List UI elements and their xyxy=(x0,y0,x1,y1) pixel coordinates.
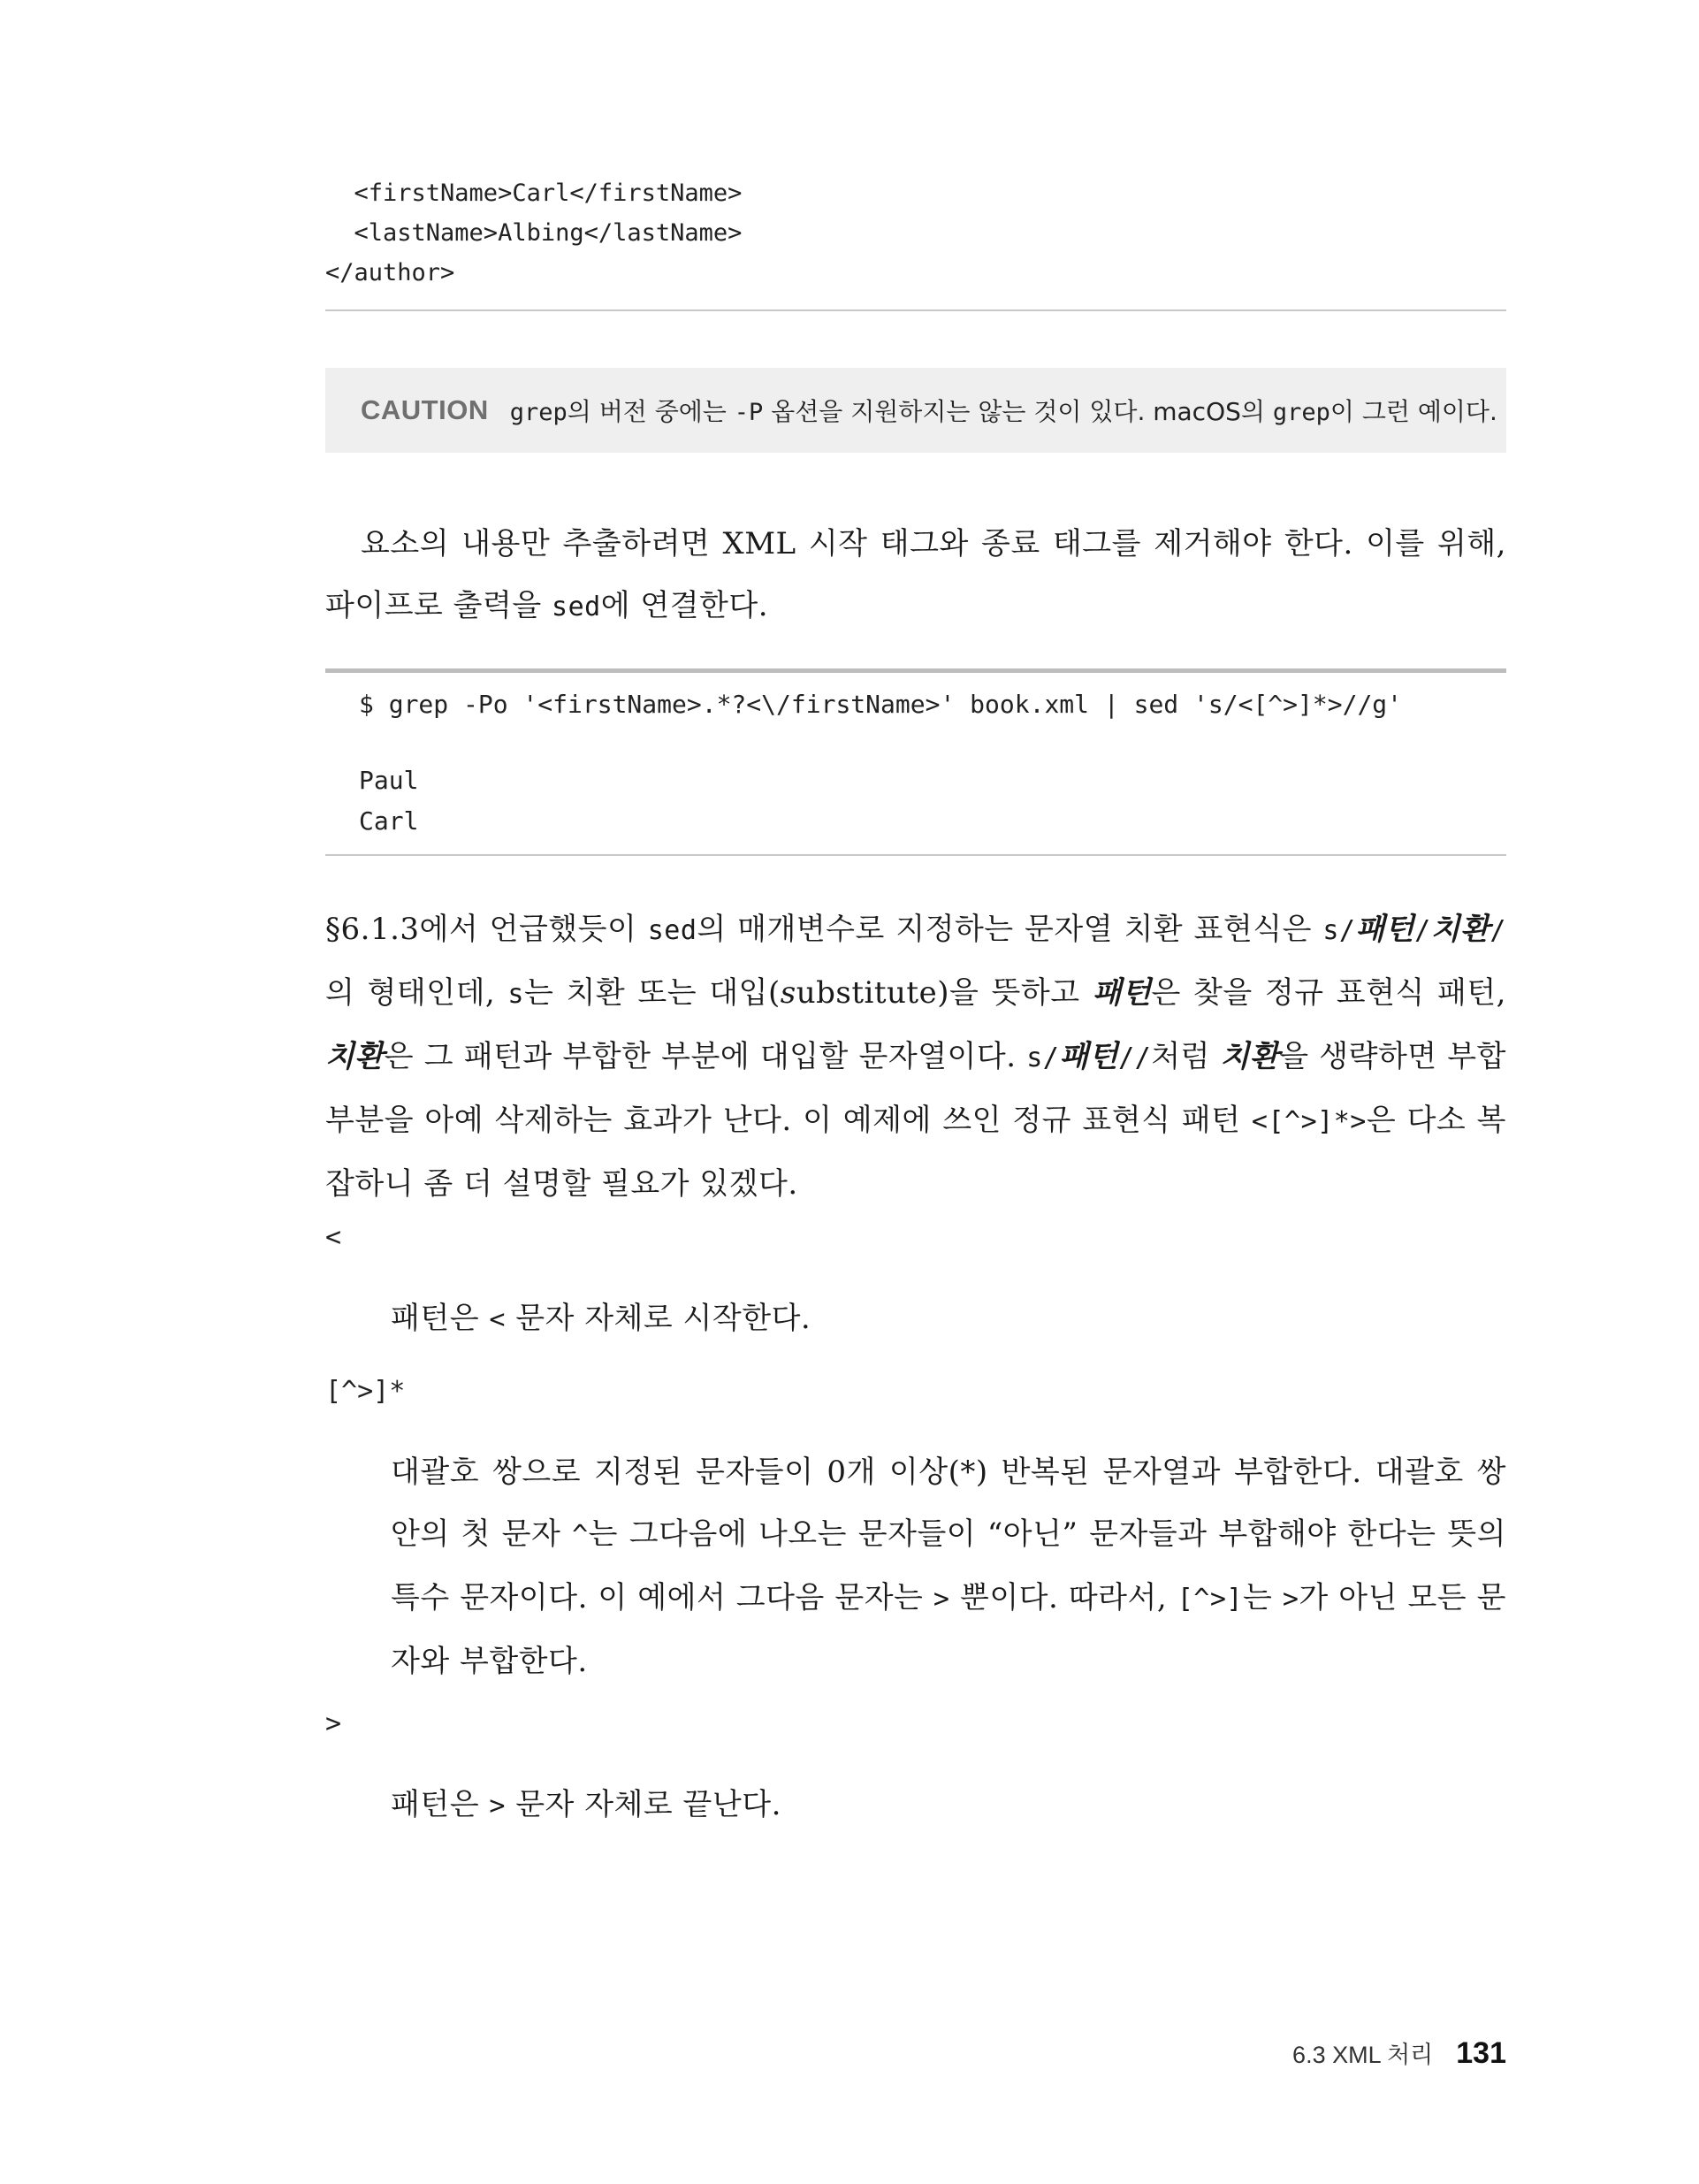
inline-code: > xyxy=(1282,1584,1299,1615)
code-block xyxy=(359,684,1499,842)
paragraph-sed-explanation xyxy=(325,898,1506,1215)
caution-text-part: 이 그런 예이다. xyxy=(1329,397,1497,426)
text-run: 문자 자체로 끝난다. xyxy=(505,1787,781,1822)
inline-code: sed xyxy=(552,592,601,622)
inline-code: ^ xyxy=(572,1520,589,1551)
code-spacer xyxy=(359,725,1499,760)
caution-text-part: 옵션을 지원하지는 않는 것이 있다. macOS의 xyxy=(763,397,1273,426)
inline-code: [^>] xyxy=(1177,1584,1243,1615)
inline-code: / xyxy=(1489,915,1506,946)
caution-label: CAUTION xyxy=(361,394,489,425)
text-run: 뿐이다. 따라서, xyxy=(949,1580,1177,1615)
code-line: <lastName>Albing</lastName> xyxy=(325,219,743,247)
code-line: <firstName>Carl</firstName> xyxy=(325,179,743,207)
text-run: 처럼 xyxy=(1151,1039,1221,1074)
inline-code: grep xyxy=(509,399,568,426)
code-line: </author> xyxy=(325,259,455,286)
text-run: 패턴은 xyxy=(391,1787,490,1822)
definition-description xyxy=(391,1441,1506,1692)
paragraph-extract-content xyxy=(325,513,1506,638)
text-run: 에 연결한다. xyxy=(600,588,769,623)
code-command: $ grep -Po '<firstName>.*?<\/firstName>' book.xml | sed 's/<[^>]*>//g' xyxy=(359,690,1403,719)
code-bottom-rule xyxy=(325,854,1506,856)
footer-section-title: 6.3 XML 처리 xyxy=(1292,2042,1434,2068)
inline-code: s/ xyxy=(1322,915,1356,946)
italic-term: 패턴 xyxy=(1092,975,1152,1011)
text-run: 의 형태인데, xyxy=(325,975,508,1011)
italic-letter: s xyxy=(780,975,796,1011)
inline-code: > xyxy=(489,1791,506,1821)
text-run: 문자 자체로 시작한다. xyxy=(505,1301,811,1336)
italic-term: 패턴 xyxy=(1355,912,1415,947)
inline-code: < xyxy=(489,1304,506,1335)
inline-code: <[^>]*> xyxy=(1251,1106,1367,1137)
text-run: ubstitute)을 뜻하고 xyxy=(796,975,1093,1011)
text-run: 패턴은 xyxy=(391,1301,490,1336)
text-run: 의 매개변수로 지정하는 문자열 치환 표현식은 xyxy=(697,912,1323,947)
text-run: 는 xyxy=(1242,1580,1283,1615)
inline-code: / xyxy=(1414,915,1431,946)
definition-description xyxy=(391,1287,1506,1351)
text-run: 대괄호 쌍으로 지정된 문자들이 0개 이상(*) 반복된 문자열과 부합한다. 대괄호 쌍 안의 첫 문자 xyxy=(391,1455,1506,1552)
italic-term: 패턴 xyxy=(1059,1039,1119,1074)
inline-code: -P xyxy=(734,399,764,426)
inline-code: s/ xyxy=(1026,1042,1060,1073)
italic-term: 치환 xyxy=(1430,912,1490,947)
code-top-rule xyxy=(325,668,1506,673)
page-footer xyxy=(1292,2035,1506,2071)
page-number: 131 xyxy=(1456,2036,1506,2070)
text-run: 는 치환 또는 대입( xyxy=(523,975,781,1011)
italic-term: 치환 xyxy=(1220,1039,1280,1074)
definition-description xyxy=(391,1774,1506,1837)
code-bottom-rule xyxy=(325,309,1506,311)
code-output-line: Paul xyxy=(359,766,419,795)
inline-code: sed xyxy=(647,915,697,946)
text-run: 는 그다음에 나오는 문자들이 “아닌” 문자들과 부합해야 한다는 뜻의 특수 문자이다. 이 예에서 그다음 문자는 xyxy=(391,1516,1506,1615)
definition-term: > xyxy=(325,1708,342,1739)
definition-term: < xyxy=(325,1222,342,1253)
definition-term: [^>]* xyxy=(325,1376,406,1407)
text-run: §6.1.3에서 언급했듯이 xyxy=(325,912,648,947)
caution-box xyxy=(325,368,1506,453)
inline-code: > xyxy=(933,1584,950,1615)
text-run: 가 아닌 모든 문자와 부합한다. xyxy=(391,1580,1507,1679)
code-snippet-continued xyxy=(325,173,1506,293)
text-run: 은 다소 복잡하니 좀 더 설명할 필요가 있겠다. xyxy=(325,1103,1506,1202)
inline-code: s xyxy=(507,979,524,1010)
caution-text-part: 의 버전 중에는 xyxy=(567,397,735,426)
text-run: 은 그 패턴과 부합한 부분에 대입할 문자열이다. xyxy=(384,1039,1027,1074)
text-run: 은 찾을 정규 표현식 패턴, xyxy=(1151,975,1506,1011)
caution-text xyxy=(510,393,1497,428)
text-run: 요소의 내용만 추출하려면 XML 시작 태그와 종료 태그를 제거해야 한다. 이를 위해, 파이프로 출력을 xyxy=(325,526,1506,623)
inline-code: // xyxy=(1118,1042,1152,1073)
inline-code: grep xyxy=(1272,399,1330,426)
code-output-line: Carl xyxy=(359,806,419,836)
italic-term: 치환 xyxy=(325,1039,385,1074)
text-run: 을 생략하면 부합 부분을 아예 삭제하는 효과가 난다. 이 예제에 쓰인 정규 표현식 패턴 xyxy=(325,1039,1506,1138)
